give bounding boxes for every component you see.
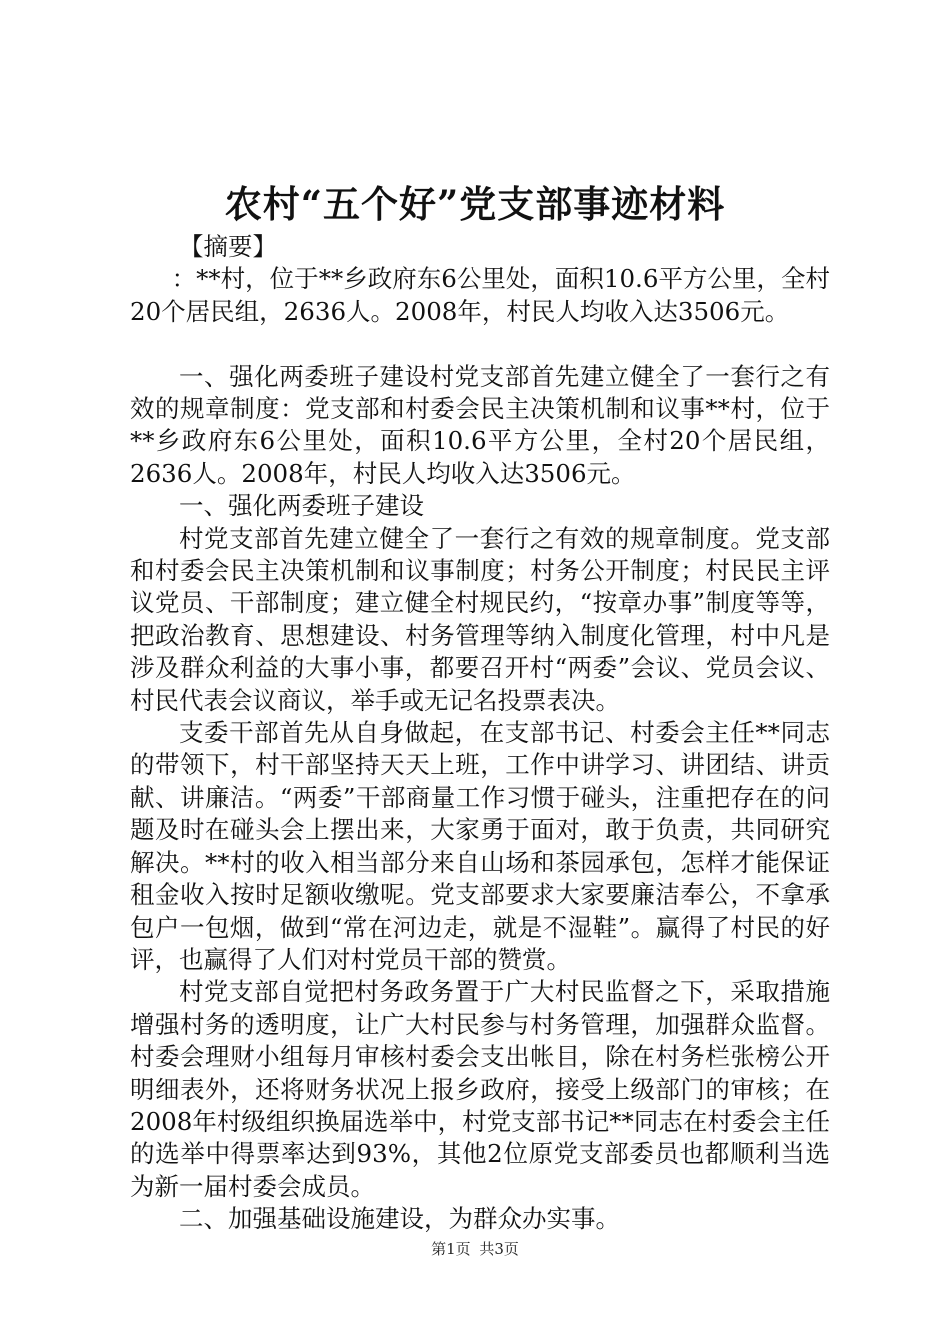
blank-line <box>130 328 830 360</box>
body-paragraph: 村党支部首先建立健全了一套行之有效的规章制度。党支部和村委会民主决策机制和议事制度；村务公开制度；村民民主评议党员、干部制度；建立健全村规民约，“按章办事”制度等等，把政治教育、思想建设、村务管理等纳入制度化管理，村中凡是涉及群众利益的大事小事，都要召开村“两委”会议、党员会议、村民代表会议商议，举手或无记名投票表决。 <box>130 523 830 715</box>
document-title: 农村“五个好”党支部事迹材料 <box>224 182 726 226</box>
page-footer <box>0 1238 950 1260</box>
body-paragraph: 村党支部自觉把村务政务置于广大村民监督之下，采取措施增强村务的透明度，让广大村民参与村务管理，加强群众监督。村委会理财小组每月审核村委会支出帐目，除在村务栏张榜公开明细表外，还将财务状况上报乡政府，接受上级部门的审核；在2008年村级组织换届选举中，村党支部书记**同志在村委会主任的选举中得票率达到93%，其他2位原党支部委员也都顺利当选为新一届村委会成员。 <box>130 977 830 1201</box>
page-total: 共3页 <box>479 1240 519 1258</box>
body-paragraph: 一、强化两委班子建设村党支部首先建立健全了一套行之有效的规章制度：党支部和村委会民主决策机制和议事**村，位于**乡政府东6公里处，面积10.6平方公里，全村20个居民组，2636人。2008年，村民人均收入达3506元。 <box>130 361 830 488</box>
summary-heading: 【摘要】 <box>179 232 277 261</box>
page-number: 第1页 <box>431 1240 471 1258</box>
section-heading: 一、强化两委班子建设 <box>179 491 424 521</box>
summary-paragraph: ：**村，位于**乡政府东6公里处，面积10.6平方公里，全村20个居民组，2636人。2008年，村民人均收入达3506元。 <box>130 264 830 326</box>
document-body <box>130 231 830 1236</box>
body-paragraph: 支委干部首先从自身做起，在支部书记、村委会主任**同志的带领下，村干部坚持天天上班，工作中讲学习、讲团结、讲贡献、讲廉洁。“两委”干部商量工作习惯于碰头，注重把存在的问题及时在碰头会上摆出来，大家勇于面对，敢于负责，共同研究解决。**村的收入相当部分来自山场和茶园承包，怎样才能保证租金收入按时足额收缴呢。党支部要求大家要廉洁奉公，不拿承包户一包烟，做到“常在河边走，就是不湿鞋”。赢得了村民的好评，也赢得了人们对村党员干部的赞赏。 <box>130 718 830 974</box>
section-heading: 二、加强基础设施建设，为群众办实事。 <box>179 1204 620 1234</box>
